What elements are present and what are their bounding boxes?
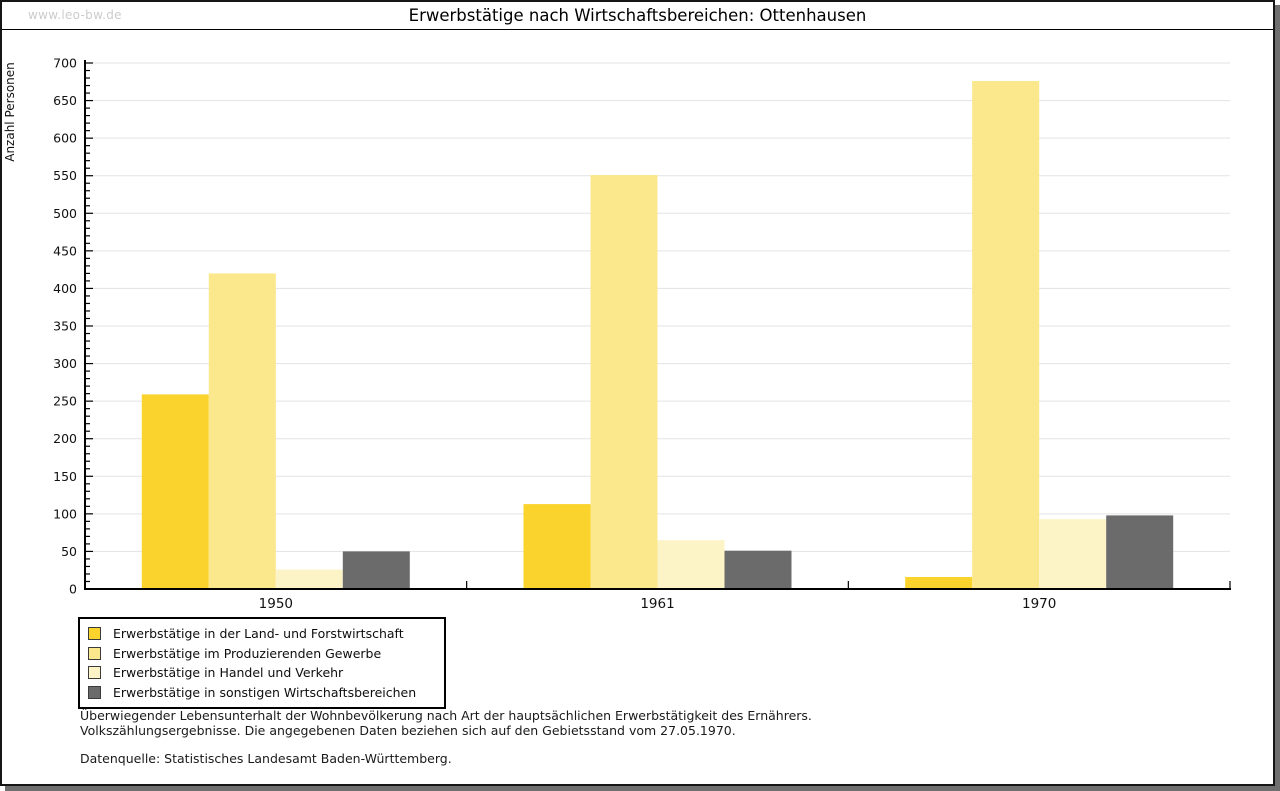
- legend-swatch-icon: [88, 647, 101, 660]
- y-axis-tick-label-500: 500: [53, 205, 77, 221]
- x-axis-label-1970: 1970: [1021, 596, 1057, 612]
- bar-1970-series-4: [1106, 515, 1173, 589]
- y-axis-tick-label-300: 300: [53, 356, 77, 372]
- footnote-line-1: Überwiegender Lebensunterhalt der Wohnbevölkerung nach Art der hauptsächlichen Erwerbstätigkeit des Ernährers.: [80, 708, 812, 723]
- legend-swatch-icon: [88, 686, 101, 699]
- bar-1970-series-3: [1039, 519, 1106, 589]
- y-axis-tick-label-0: 0: [69, 581, 77, 597]
- x-axis-label-1950: 1950: [258, 596, 294, 612]
- x-axis-label-1961: 1961: [640, 596, 675, 612]
- footnote-line-2: Volkszählungsergebnisse. Die angegebenen Daten beziehen sich auf den Gebietsstand vom 27.05.1970.: [80, 723, 736, 738]
- y-axis-tick-label-50: 50: [61, 543, 77, 559]
- legend-label: Erwerbstätige im Produzierenden Gewerbe: [113, 645, 382, 661]
- y-axis-tick-label-650: 650: [53, 93, 77, 109]
- bar-1970-series-1: [905, 577, 972, 589]
- legend-swatch-icon: [88, 627, 101, 640]
- legend-item-3: [88, 663, 432, 683]
- y-axis-tick-label-200: 200: [53, 431, 77, 447]
- bar-1950-series-1: [142, 394, 209, 589]
- chart-title: Erwerbstätige nach Wirtschaftsbereichen: Ottenhausen: [408, 6, 867, 25]
- bar-1950-series-3: [276, 570, 343, 590]
- watermark-leo-bw: www.leo-bw.de: [28, 8, 122, 22]
- y-axis-tick-label-150: 150: [53, 468, 77, 484]
- y-axis-tick-label-400: 400: [53, 280, 77, 296]
- footnote-text: [80, 708, 812, 738]
- bar-1961-series-2: [591, 175, 658, 589]
- y-axis-tick-label-100: 100: [53, 506, 77, 522]
- y-axis-tick-label-250: 250: [53, 393, 77, 409]
- y-axis-tick-label-550: 550: [53, 168, 77, 184]
- legend-item-4: [88, 683, 432, 703]
- y-axis-tick-label-600: 600: [53, 130, 77, 146]
- y-axis-tick-label-450: 450: [53, 243, 77, 259]
- bar-1950-series-2: [209, 273, 276, 589]
- y-axis-tick-label-700: 700: [53, 55, 77, 71]
- legend-label: Erwerbstätige in der Land- und Forstwirtschaft: [113, 626, 404, 642]
- bar-1961-series-1: [524, 504, 591, 589]
- data-source-text: Datenquelle: Statistisches Landesamt Baden-Württemberg.: [80, 751, 452, 766]
- legend-box: [78, 617, 446, 709]
- bar-1950-series-4: [343, 551, 410, 589]
- legend-label: Erwerbstätige in Handel und Verkehr: [113, 665, 344, 681]
- legend-swatch-icon: [88, 666, 101, 679]
- y-axis-title: Anzahl Personen: [3, 62, 17, 162]
- legend-label: Erwerbstätige in sonstigen Wirtschaftsbereichen: [113, 684, 417, 700]
- bar-1961-series-3: [658, 540, 725, 589]
- bar-1961-series-4: [725, 551, 792, 589]
- legend-item-1: [88, 624, 432, 644]
- y-axis-tick-label-350: 350: [53, 318, 77, 334]
- legend-item-2: [88, 644, 432, 664]
- bar-1970-series-2: [972, 81, 1039, 589]
